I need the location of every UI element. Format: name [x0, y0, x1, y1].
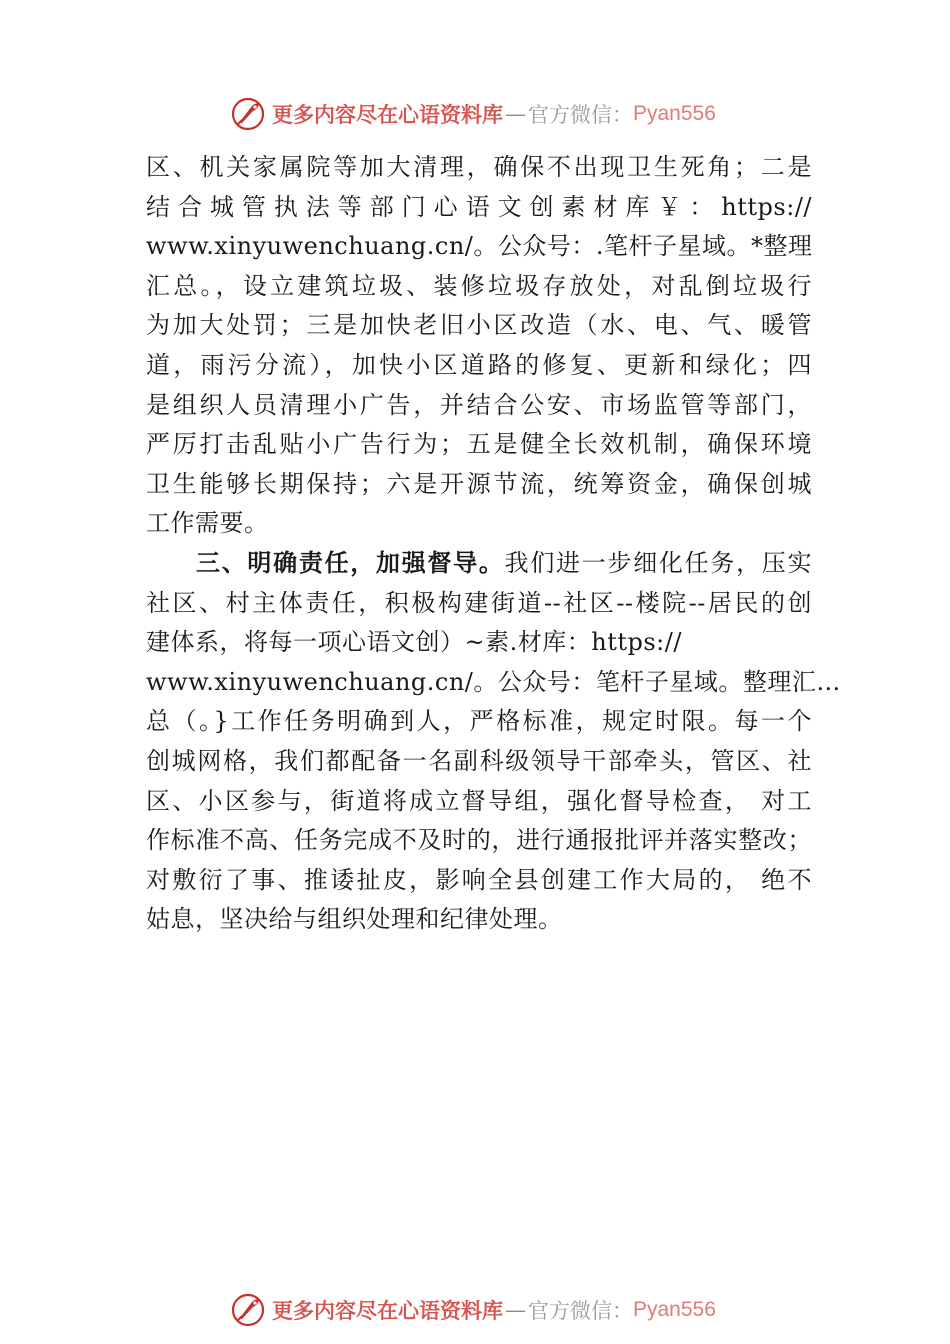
banner-wechat-label: 官方微信：	[528, 1299, 633, 1323]
footer-banner	[230, 1290, 716, 1330]
text-span: 我们进一步细化任务，压实	[504, 548, 812, 577]
quill-logo-icon	[230, 96, 266, 132]
section-heading: 三、明确责任，加强督导。	[196, 548, 505, 577]
text-line: 作标准不高、任务完成不及时的，进行通报批评并落实整改；	[146, 826, 812, 855]
banner-wechat-id: Pyan556	[633, 102, 716, 125]
text-line: 为加大处罚；三是加快老旧小区改造（水、电、气、暖管	[146, 311, 812, 340]
header-banner	[230, 94, 716, 134]
document-body	[146, 148, 841, 940]
banner-title: 更多内容尽在心语资料库	[272, 102, 503, 127]
text-line: 工作需要。	[146, 509, 269, 538]
banner-wechat-id: Pyan556	[633, 1298, 716, 1321]
text-line: 区、小区参与，街道将成立督导组，强化督导检查， 对工	[146, 786, 812, 815]
text-line: 卫生能够长期保持；六是开源节流，统筹资金，确保创城	[146, 469, 812, 498]
text-line: 姑息，坚决给与组织处理和纪律处理。	[146, 905, 563, 934]
banner-dash: —	[505, 102, 526, 126]
banner-dash: —	[505, 1298, 526, 1322]
banner-title: 更多内容尽在心语资料库	[272, 1298, 503, 1323]
text-line: 是组织人员清理小广告，并结合公安、市场监管等部门，	[146, 390, 812, 419]
text-line: www.xinyuwenchuang.cn/。公众号：.笔杆子星域。*整理	[146, 232, 813, 261]
quill-logo-icon	[230, 1292, 266, 1328]
text-line: www.xinyuwenchuang.cn/。公众号：笔杆子星域。整理汇…	[146, 667, 841, 696]
section-heading-line	[146, 544, 812, 584]
text-line: 道，雨污分流），加快小区道路的修复、更新和绿化；四	[146, 350, 812, 379]
text-line: 汇总。，设立建筑垃圾、装修垃圾存放处，对乱倒垃圾行	[146, 271, 812, 300]
text-line: 结合城管执法等部门心语文创素材库￥：https://	[146, 192, 812, 221]
text-line: 建体系，将每一项心语文创）~素.材库：https://	[146, 628, 682, 657]
text-line: 对敷衍了事、推诿扯皮，影响全县创建工作大局的， 绝不	[146, 865, 812, 894]
text-line: 社区、村主体责任，积极构建街道--社区--楼院--居民的创	[146, 588, 812, 617]
text-line: 创城网格，我们都配备一名副科级领导干部牵头，管区、社	[146, 746, 812, 775]
text-line: 总（。}工作任务明确到人，严格标准，规定时限。每一个	[146, 707, 812, 736]
banner-wechat-label: 官方微信：	[528, 103, 633, 127]
text-line: 严厉打击乱贴小广告行为；五是健全长效机制，确保环境	[146, 430, 812, 459]
text-line: 区、机关家属院等加大清理，确保不出现卫生死角；二是	[146, 153, 812, 181]
